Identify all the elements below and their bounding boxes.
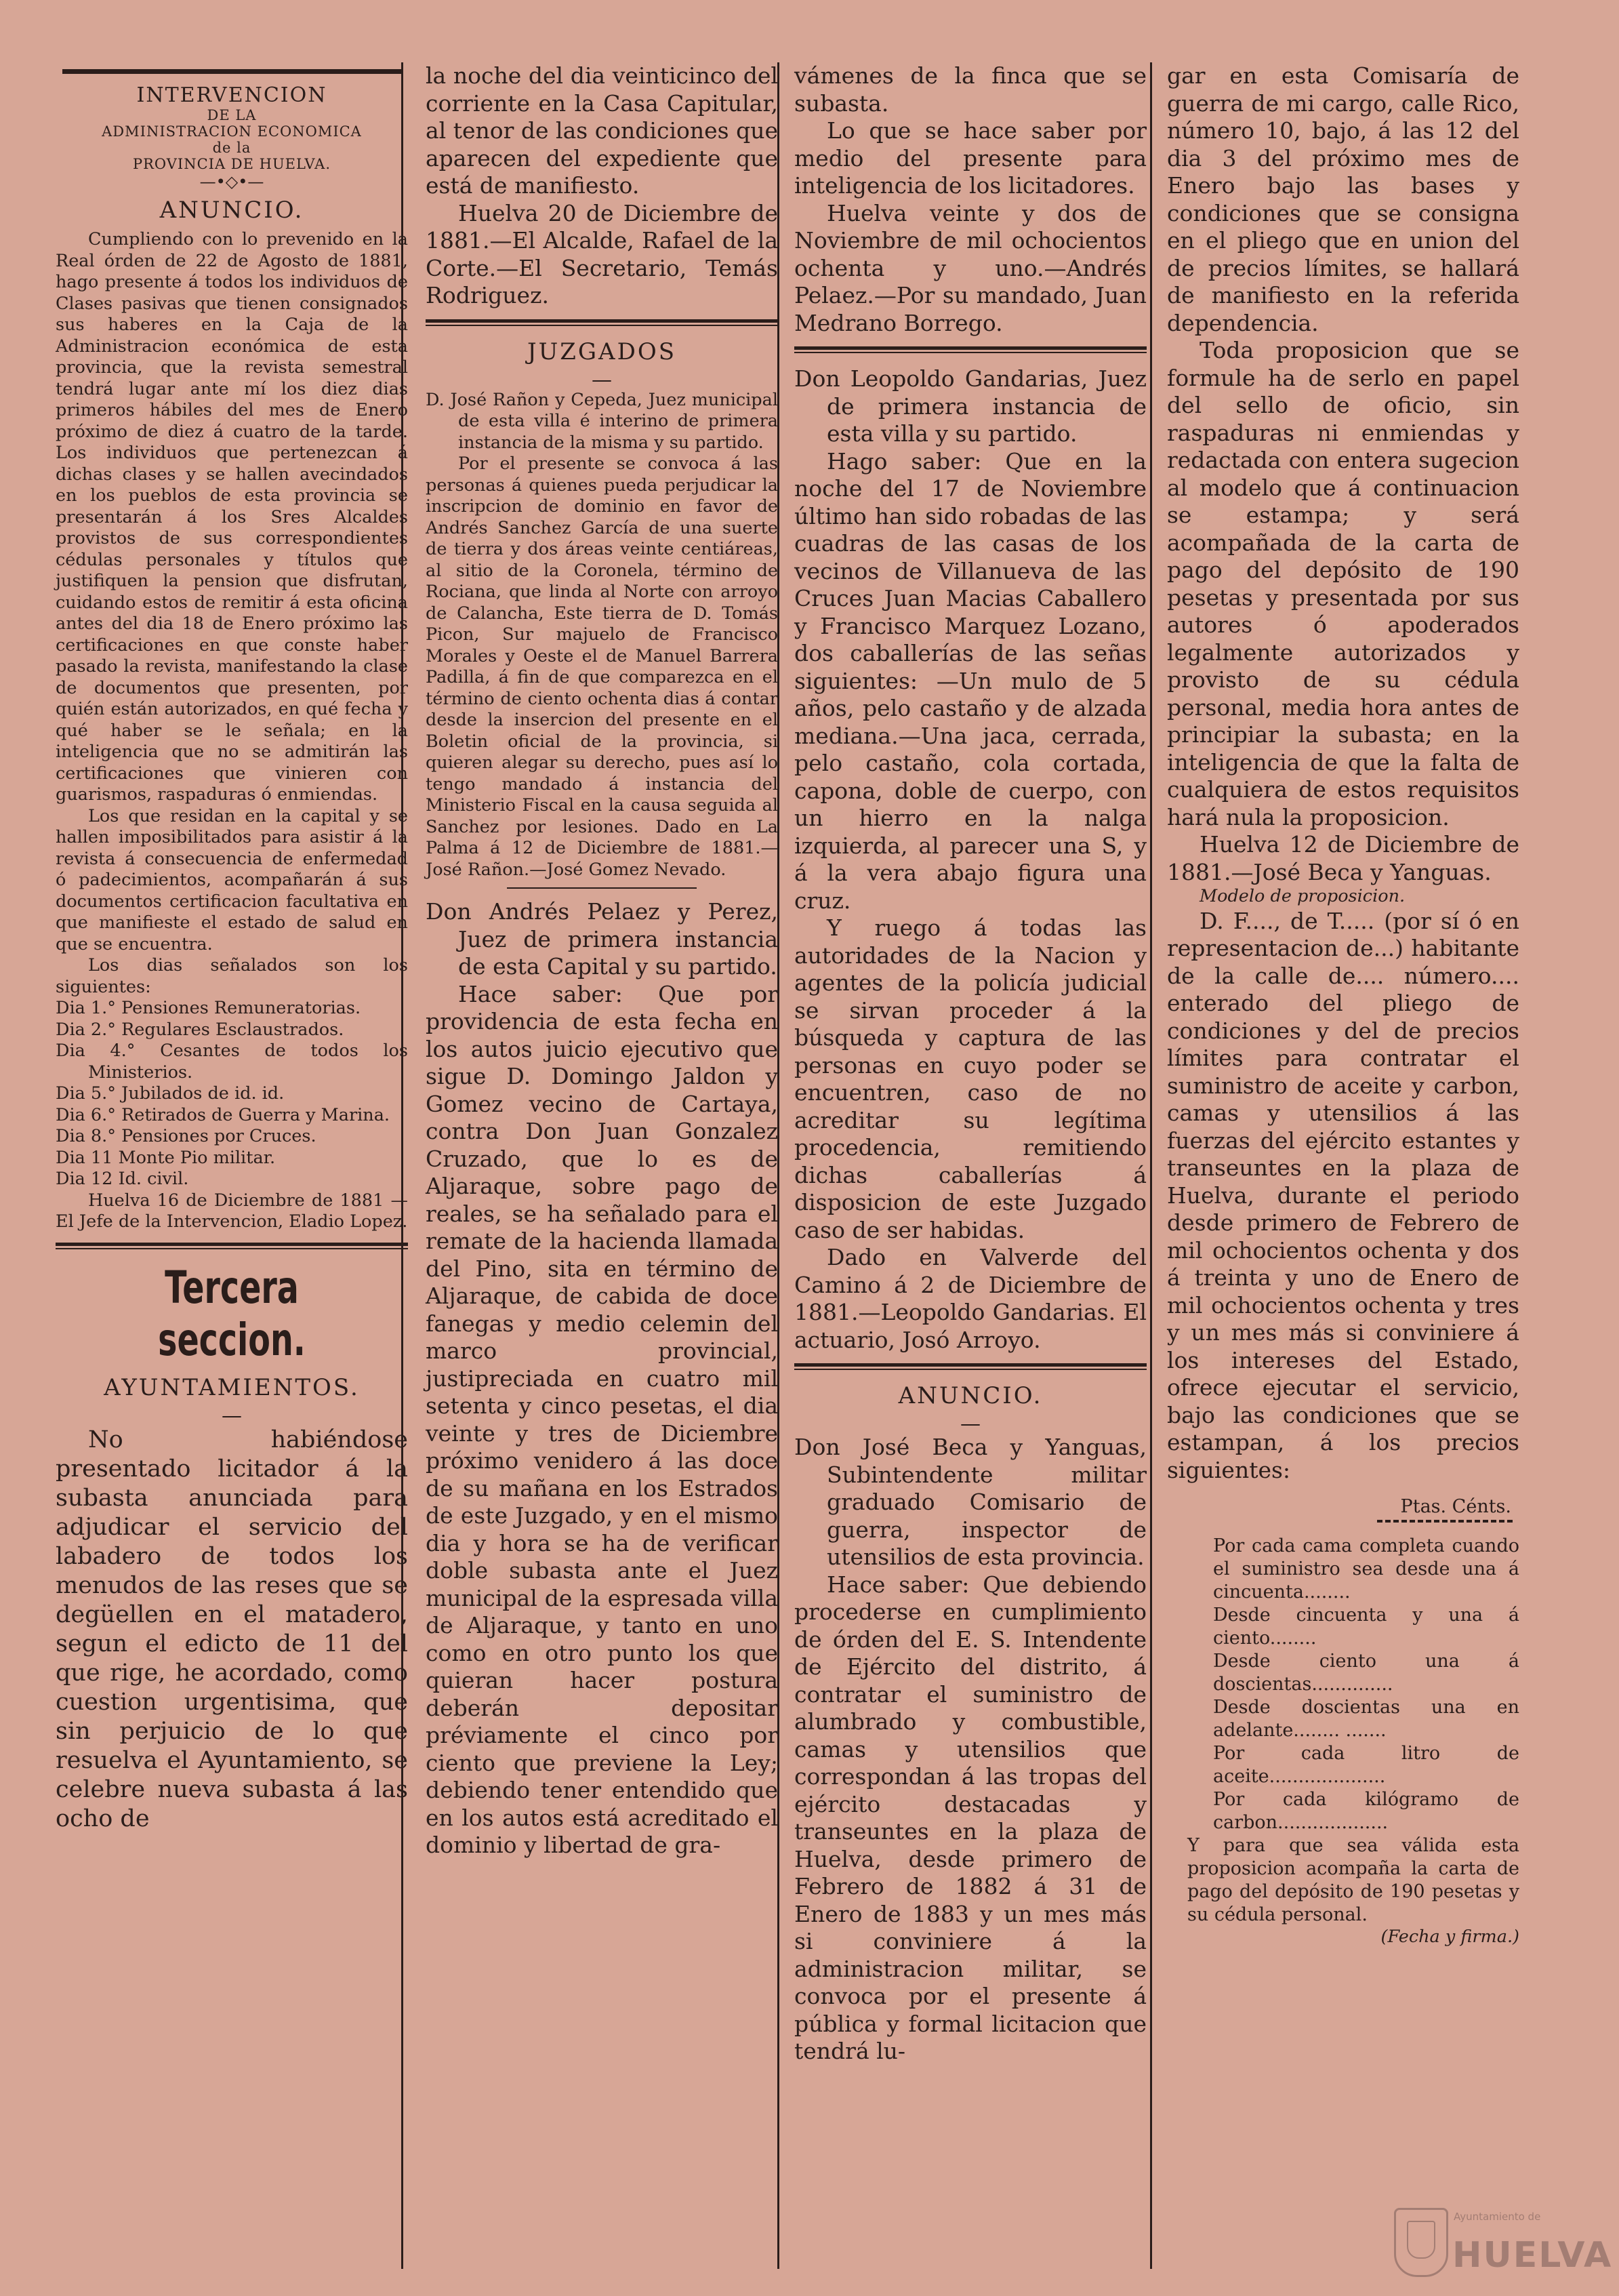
juez-heading: D. José Rañon y Cepeda, Juez municipal de esta villa é interino de primera instancia de la misma y su partido. (426, 389, 778, 453)
archive-watermark (1394, 2204, 1613, 2278)
column-1 (53, 62, 411, 2269)
price-item: Desde doscientas una en adelante........ ....... (1213, 1697, 1519, 1741)
price-item: Por cada kilógramo de carbon................... (1213, 1789, 1519, 1833)
watermark-small-text: Ayuntamiento de (1454, 2211, 1541, 2223)
price-item: Desde cincuenta y una á ciento........ (1213, 1605, 1519, 1649)
ayuntamientos-paragraph: No habiéndose presentado licitador á la subasta anunciada para adjudicar el servicio del labadero de todos los menudos de las reses que se degüellen en el matadero, segun el edicto de 11 del que rige, he acordado, como cuestion urgentisima, que sin perjuicio de lo que resuelva el Ayuntamiento, se celebre nueva subasta á las ocho de (56, 1426, 408, 1832)
intervencion-signature: Huelva 16 de Diciembre de 1881 —El Jefe de la Intervencion, Eladio Lopez. (56, 1190, 408, 1232)
day-item: Dia 11 Monte Pio militar. (56, 1147, 276, 1168)
ayuntamientos-date: Huelva 20 de Diciembre de 1881.—El Alcalde, Rafael de la Corte.—El Secretario, Temás Rodriguez. (426, 199, 778, 308)
juzgado-paragraph: Y ruego á todas las autoridades de la Nacion y agentes de la policía judicial se sirvan proceder á la búsqueda y captura de las personas en cuyo poder se encuentren, caso de no acreditar su legítima procedencia, remitiendo dichas caballerías á disposicion de este Juzgado caso de ser habidas. (794, 914, 1147, 1243)
juzgado-date: Dado en Valverde del Camino á 2 de Diciembre de 1881.—Leopoldo Gandarias. El actuario, Josó Arroyo. (794, 1244, 1147, 1353)
anuncio-title: ANUNCIO. (159, 197, 304, 224)
column-2 (423, 62, 781, 2269)
crest-icon (1394, 2208, 1448, 2277)
intervencion-paragraph: Los dias señalados son los siguientes: (56, 955, 408, 997)
section-rule (794, 346, 1147, 353)
juzgado-paragraph: Hace saber: Que por providencia de esta fecha en los autos juicio ejecutivo que sigue D. Domingo Jaldon y Gomez vecino de Cartaya, contra Don Juan Gonzalez Cruzado, que lo es de Aljaraque, sobre pago de reales, se ha señalado para el remate de la hacienda llamada del Pino, sita en término de Aljaraque, de cabida de doce fanegas y medio celemin del marco provincial, justipreciada en cuatro mil setenta y cinco pesetas, el dia veinte y tres de Diciembre próximo venidero á las doce de su mañana en los Estrados de este Juzgado, y en el mismo dia y hora se ha de verificar doble subasta ante el Juez municipal de la espresada villa de Aljaraque, y tanto en uno como en otro punto los que quieran hacer postura deberán depositar préviamente el cinco por ciento que previene la Ley; debiendo tener entendido que en los autos está acreditado el dominio y libertad de gra- (426, 980, 778, 1858)
anuncio-title: ANUNCIO. (898, 1382, 1043, 1409)
juzgados-title: JUZGADOS (527, 338, 677, 365)
day-item: Dia 2.° Regulares Esclaustrados. (56, 1019, 344, 1040)
de-la-heading: de la (212, 140, 251, 156)
day-item: Dia 6.° Retirados de Guerra y Marina. (56, 1104, 390, 1125)
modelo-title: Modelo de proposicion. (1200, 886, 1406, 906)
anuncio-paragraph: Hace saber: Que debiendo procederse en cumplimiento de órden del E. S. Intendente de Ejército del distrito, á contratar el suministro de alumbrado y combustible, camas y utensilios que correspondan á las tropas del ejército destacadas y transeuntes en la plaza de Huelva, desde primero de Febrero de 1882 á 31 de Enero de 1883 y un mes más si conviniere á la administracion militar, se convoca por el presente á pública y formal licitacion que tendrá lu- (794, 1571, 1147, 2064)
day-item: Dia 4.° Cesantes de todos los Ministerios. (56, 1041, 408, 1083)
dash-divider: — (222, 1403, 242, 1428)
section-rule (56, 1243, 408, 1249)
fecha-firma: (Fecha y firma.) (1380, 1927, 1519, 1947)
column-3 (792, 62, 1149, 2269)
price-item: Por cada cama completa cuando el suministro sea desde una á cincuenta........ (1213, 1535, 1519, 1603)
anuncio-continuation: gar en esta Comisaría de guerra de mi cargo, calle Rico, número 10, bajo, á las 12 del dia 3 del próximo mes de Enero bajo las bases y condiciones que se consigna en el pliego que en union del de precios límites, se hallará de manifiesto en la referida dependencia. (1167, 62, 1519, 336)
ayuntamientos-title: AYUNTAMIENTOS. (104, 1373, 360, 1401)
day-item: Dia 8.° Pensiones por Cruces. (56, 1126, 316, 1146)
price-rule (1377, 1520, 1513, 1523)
juzgado-paragraph: Hago saber: Que en la noche del 17 de Noviembre último han sido robadas de las cuadras de las casas de los vecinos de Villanueva de las Cruces Juan Macias Caballero y Francisco Marquez Lozano, dos caballerías de las señas siguientes: —Un mulo de 5 años, pelo castaño y de alzada mediana.—Una jaca, cerrada, pelo castaño, cola cortada, capona, doble de cuerpo, con un hierro en la nalga izquierda, al parecer una S, y á la vera abajo figura una cruz. (794, 447, 1147, 914)
intervencion-paragraph: Cumpliendo con lo prevenido en la Real órden de 22 de Agosto de 1881, hago presente á todos los individuos de Clases pasivas que tienen consignados sus haberes en la Caja de la Administracion económica de esta provincia, que la revista semestral tendrá lugar ante mí los diez dias primeros hábiles del mes de Enero próximo de diez á cuatro de la tarde. Los individuos que pertenezcan á dichas clases y se hallen avecindados en los pueblos de esta provincia se presentarán á los Sres Alcaldes provistos de sus correspondientes cédulas personales y títulos que justifiquen la pension que disfrutan, cuidando estos de remitir á esta oficina antes del dia 18 de Enero próximo las certificaciones en que conste haber pasado la revista, manifestando la clase de documentos que presenten, por quién están autorizados, en qué fecha y qué haber se le señala; en la inteligencia que no se admitirán las certificaciones que vinieren con guarismos, raspaduras ó enmiendas. (56, 229, 408, 805)
juzgado-date: Huelva veinte y dos de Noviembre de mil ochocientos ochenta y uno.—Andrés Pelaez.—Por su mandado, Juan Medrano Borrego. (794, 199, 1147, 336)
section-rule (794, 1363, 1147, 1370)
section-rule (426, 319, 778, 326)
column-4 (1164, 62, 1522, 2269)
watermark-big-text: HUELVA (1452, 2235, 1613, 2276)
intervencion-heading: INTERVENCION (136, 83, 327, 107)
day-item: Dia 1.° Pensiones Remuneratorias. (56, 998, 361, 1018)
modelo-paragraph: D. F...., de T..... (por sí ó en representacion de...) habitante de la calle de.... número.... enterado del pliego de condiciones y del de precios límites para contratar el suministro de aceite y carbon, camas y utensilios á las fuerzas del ejército estantes y transeuntes en la plaza de Huelva, durante el periodo desde primero de Febrero de mil ochocientos ochenta y dos á treinta y uno de Enero de mil ochocientos ochenta y tres y un mes más si conviniere á los intereses del Estado, ofrece ejecutar el servicio, bajo las condiciones que se estampan, á los precios siguientes: (1167, 907, 1519, 1483)
juzgado-paragraph: Lo que se hace saber por medio del presente para inteligencia de los licitadores. (794, 117, 1147, 199)
price-header: Ptas. Cénts. (1400, 1496, 1511, 1517)
intervencion-paragraph: Los que residan en la capital y se hallen imposibilitados para asistir á la revista á consecuencia de enfermedad ó padecimientos, acompañarán á sus documentos certificacion facultativa en que manifieste el estado de salud en que se encuentra. (56, 805, 408, 954)
section-title: Tercera seccion. (158, 1261, 306, 1366)
price-item: Por cada litro de aceite.................... (1213, 1743, 1519, 1787)
anuncio-date: Huelva 12 de Diciembre de 1881.—José Beca y Yanguas. (1167, 831, 1519, 885)
administracion-heading: ADMINISTRACION ECONOMICA (102, 123, 362, 140)
day-item: Dia 12 Id. civil. (56, 1169, 189, 1189)
dash-divider: — (960, 1412, 981, 1436)
day-item: Dia 5.° Jubilados de id. id. (56, 1083, 285, 1104)
juez-heading: Don Andrés Pelaez y Perez, Juez de primera instancia de esta Capital y su partido. (426, 898, 778, 980)
notice-rule (507, 887, 697, 889)
price-footer: Y para que sea válida esta proposicion acompaña la carta de pago del depósito de 190 pesetas y su cédula personal. (1187, 1835, 1519, 1925)
ornament-divider: —•◇•— (199, 172, 264, 191)
juez-heading: Don Leopoldo Gandarias, Juez de primera instancia de esta villa y su partido. (794, 365, 1147, 447)
comisario-heading: Don José Beca y Yanguas, Subintendente militar graduado Comisario de guerra, inspector de utensilios de esta provincia. (794, 1434, 1147, 1570)
dash-divider: — (592, 367, 612, 392)
intervencion-subheading: DE LA (207, 107, 257, 123)
juzgado-paragraph: Por el presente se convoca á las personas á quienes pueda perjudicar la inscripcion de dominio en favor de Andrés Sanchez García de una suerte de tierra y dos áreas veinte centiáreas, al sitio de la Coronela, término de Rociana, que linda al Norte con arroyo de Calancha, Este tierra de D. Tomás Picon, Sur majuelo de Francisco Morales y Oeste el de Manuel Barrera Padilla, á fin de que comparezca en el término de ciento ochenta dias á contar desde la insercion del presente en el Boletin oficial de la provincia, si quieren alegar su derecho, pues así lo tengo mandado á instancia del Ministerio Fiscal en la causa seguida al Sanchez por lesiones. Dado en La Palma á 12 de Diciembre de 1881.—José Rañon.—José Gomez Nevado. (426, 454, 778, 880)
juzgado-continuation: vámenes de la finca que se subasta. (794, 62, 1147, 117)
price-item: Desde ciento una á doscientas.............. (1213, 1651, 1519, 1695)
ayuntamientos-continuation: la noche del dia veinticinco del corriente en la Casa Capitular, al tenor de las condiciones que aparecen del expediente que está de manifiesto. (426, 62, 778, 199)
provincia-heading: PROVINCIA DE HUELVA. (132, 156, 331, 172)
column-divider (1150, 62, 1152, 2269)
anuncio-paragraph: Toda proposicion que se formule ha de serlo en papel del sello de oficio, sin raspaduras ni enmiendas y redactada con entera sugecion al modelo que á continuacion se estampa; y será acompañada de la carta de pago del depósito de 190 pesetas y presentada por sus autores ó apoderados legalmente autorizados y provisto de su cédula personal, media hora antes de principiar la subasta; en la inteligencia de que la falta de cualquiera de estos requisitos hará nula la proposicion. (1167, 337, 1519, 830)
top-rule (62, 69, 401, 74)
